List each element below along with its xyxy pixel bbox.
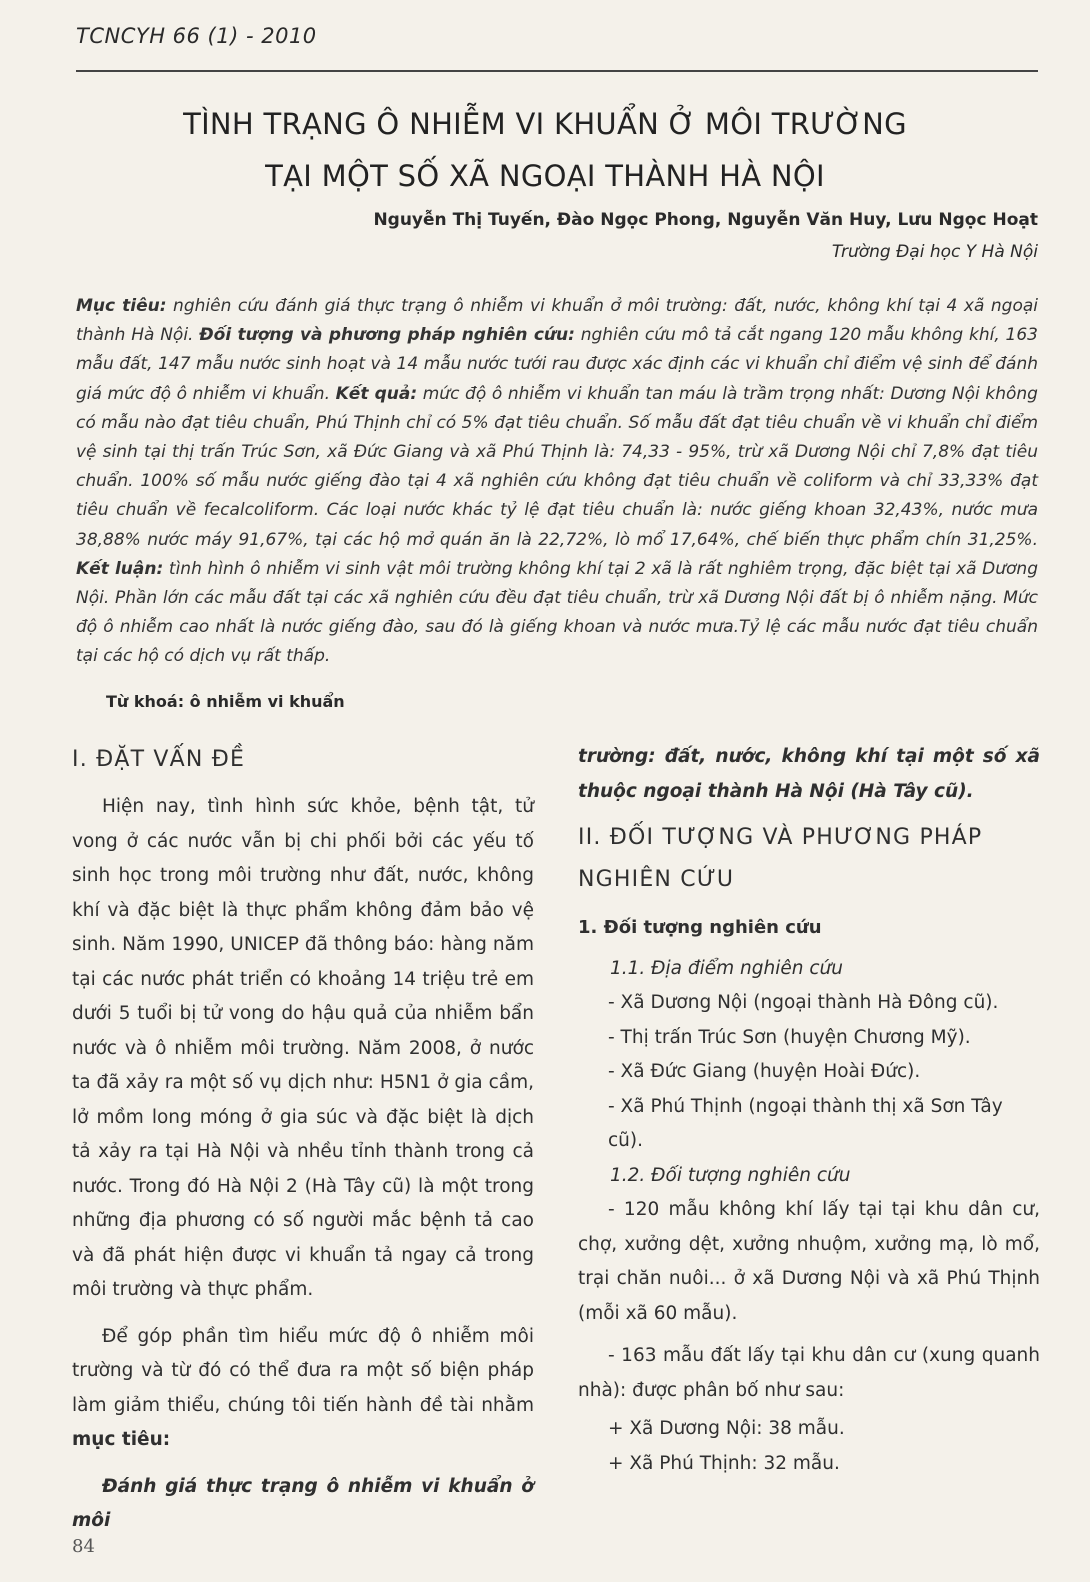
abstract-objective-label: Mục tiêu: [76, 296, 167, 316]
affiliation: Trường Đại học Y Hà Nội [831, 242, 1038, 262]
subsection-1-1-heading: 1.1. Địa điểm nghiên cứu [610, 957, 843, 979]
subsection-1-2-heading: 1.2. Đối tượng nghiên cứu [610, 1164, 851, 1186]
abstract [76, 292, 1038, 672]
section-1-paragraph-1: Hiện nay, tình hình sức khỏe, bệnh tật, tử vong ở các nước vẫn bị chi phối bởi các yếu tố sinh học trong môi trường như đất, nước, không khí và đặc biệt là thực phẩm không đảm bảo vệ sinh. Năm 1990, UNICEP đã thông báo: hàng năm tại các nước phát triển có khoảng 14 triệu trẻ em dưới 5 tuổi bị tử vong do hậu quả của nhiễm bẩn nước và ô nhiễm môi trường. Năm 2008, ở nước ta đã xảy ra một số vụ dịch như: H5N1 ở gia cầm, lở mồm long móng ở gia súc và đặc biệt là dịch tả xảy ra tại Hà Nội và nhều tỉnh thành trong cả nước. Trong đó Hà Nội 2 (Hà Tây cũ) là một trong những địa phương có số người mắc bệnh tả cao và đã phát hiện được vi khuẩn tả ngay cả trong môi trường và thực phẩm. [72, 796, 534, 1300]
article-title [60, 98, 1030, 202]
soil-samples-paragraph: - 163 mẫu đất lấy tại khu dân cư (xung quanh nhà): được phân bố như sau: [578, 1345, 1040, 1401]
objective-label: mục tiêu: [72, 1429, 171, 1450]
title-line-2: TẠI MỘT SỐ XÃ NGOẠI THÀNH HÀ NỘI [265, 159, 825, 193]
abstract-results-label: Kết quả: [335, 383, 418, 404]
location-item: - Xã Phú Thịnh (ngoại thành thị xã Sơn Tây cũ). [608, 1095, 1003, 1151]
keywords [106, 692, 345, 711]
subsection-1-heading: 1. Đối tượng nghiên cứu [578, 917, 822, 938]
header-rule [76, 70, 1038, 72]
objective-statement-end: trường: đất, nước, không khí tại một số xã thuộc ngoại thành Hà Nội (Hà Tây cũ). [578, 746, 1040, 802]
left-column [72, 740, 534, 1551]
paragraph-2-text: Để góp phần tìm hiểu mức độ ô nhiễm môi trường và từ đó có thể đưa ra một số biện pháp làm giảm thiểu, chúng tôi tiến hành đề tài nhằm [72, 1325, 534, 1416]
section-1-heading: I. ĐẶT VẤN ĐỀ [72, 747, 246, 772]
page-number: 84 [72, 1536, 95, 1557]
location-item: - Xã Đức Giang (huyện Hoài Đức). [608, 1061, 921, 1082]
air-samples-paragraph: - 120 mẫu không khí lấy tại tại khu dân cư, chợ, xưởng dệt, xưởng nhuộm, xưởng mạ, lò mổ, trại chăn nuôi... ở xã Dương Nội và xã Phú Thịnh (mỗi xã 60 mẫu). [578, 1199, 1040, 1324]
keywords-label: Từ khoá: [106, 692, 185, 711]
right-column [578, 740, 1040, 1481]
keywords-value: ô nhiễm vi khuẩn [184, 692, 345, 711]
abstract-objective: nghiên cứu đánh giá thực trạng ô nhiễm vi khuẩn ở môi trường: đất, nước, không khí tại 4 xã ngoại thành Hà Nội. [76, 296, 1038, 346]
location-item: - Thị trấn Trúc Sơn (huyện Chương Mỹ). [608, 1026, 971, 1048]
journal-header: TCNCYH 66 (1) - 2010 [76, 24, 317, 48]
abstract-methods: nghiên cứu mô tả cắt ngang 120 mẫu không khí, 163 mẫu đất, 147 mẫu nước sinh hoạt và 14 mẫu nước tưới rau được xác định các vi khuẩn chỉ điểm vệ sinh để đánh giá mức độ ô nhiễm vi khuẩn. [76, 325, 1038, 404]
section-1-paragraph-2 [72, 1320, 534, 1458]
authors: Nguyễn Thị Tuyến, Đào Ngọc Phong, Nguyễn Văn Huy, Lưu Ngọc Hoạt [373, 210, 1038, 230]
soil-item: + Xã Dương Nội: 38 mẫu. [608, 1418, 845, 1439]
soil-item: + Xã Phú Thịnh: 32 mẫu. [608, 1452, 840, 1474]
abstract-results: mức độ ô nhiễm vi khuẩn tan máu là trầm trọng nhất: Dương Nội không có mẫu nào đạt tiêu chuẩn, Phú Thịnh chỉ có 5% đạt tiêu chuẩn. Số mẫu đất đạt tiêu chuẩn về vi khuẩn chỉ điểm vệ sinh tại thị trấn Trúc Sơn, xã Đức Giang và xã Phú Thịnh là: 74,33 - 95%, trừ xã Dương Nội chỉ 7,8% đạt tiêu chuẩn. 100% số mẫu nước giếng đào tại 4 xã nghiên cứu không đạt tiêu chuẩn về coliform và chỉ 33,33% đạt tiêu chuẩn về fecalcoliform. Các loại nước khác tỷ lệ đạt tiêu chuẩn là: nước giếng khoan 32,43%, nước mưa 38,88% nước máy 91,67%, tại các hộ mở quán ăn là 22,72%, lò mổ 17,64%, chế biến thực phẩm chín 31,25%. [76, 383, 1038, 550]
title-line-1: TÌNH TRẠNG Ô NHIỄM VI KHUẨN Ở MÔI TRƯỜNG [183, 107, 907, 141]
objective-statement-start: Đánh giá thực trạng ô nhiễm vi khuẩn ở môi [72, 1475, 534, 1531]
abstract-conclusion: tình hình ô nhiễm vi sinh vật môi trường không khí tại 2 xã là rất nghiêm trọng, đặc biệt tại xã Dương Nội. Phần lớn các mẫu đất tại các xã nghiên cứu đều đạt tiêu chuẩn, trừ xã Dương Nội đất bị ô nhiễm nặng. Mức độ ô nhiễm cao nhất là nước giếng đào, sau đó là giếng khoan và nước mưa.Tỷ lệ các mẫu nước đạt tiêu chuẩn tại các hộ có dịch vụ rất thấp. [76, 558, 1038, 667]
location-item: - Xã Dương Nội (ngoại thành Hà Đông cũ). [608, 992, 999, 1013]
abstract-methods-label: Đối tượng và phương pháp nghiên cứu: [199, 325, 575, 346]
section-2-heading: II. ĐỐI TƯỢNG VÀ PHƯƠNG PHÁP NGHIÊN CỨU [578, 825, 983, 892]
abstract-conclusion-label: Kết luận: [76, 558, 164, 579]
